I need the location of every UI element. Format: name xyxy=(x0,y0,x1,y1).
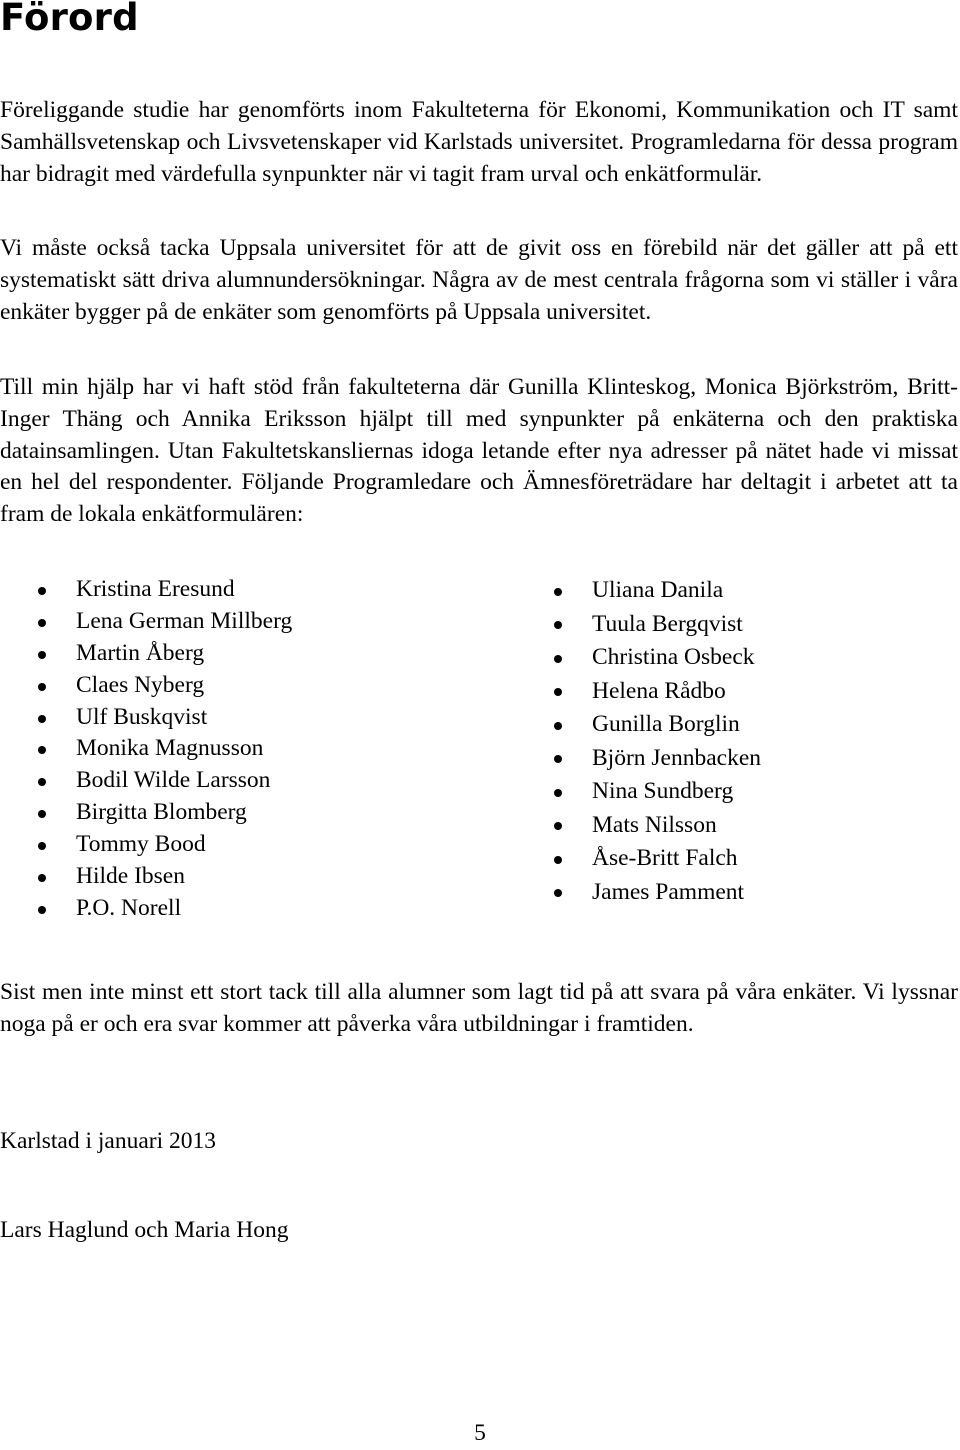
list-item xyxy=(516,809,761,843)
list-item xyxy=(0,893,292,925)
bullet-icon xyxy=(554,822,562,830)
list-item-label: Martin Åberg xyxy=(76,639,205,666)
list-item-label: Helena Rådbo xyxy=(592,677,726,704)
list-item xyxy=(0,606,292,638)
bullet-icon xyxy=(554,856,562,864)
list-item xyxy=(516,742,761,776)
list-item-label: Tuula Bergqvist xyxy=(592,610,743,637)
list-item xyxy=(0,670,292,702)
list-item xyxy=(0,733,292,765)
list-item-label: Lena German Millberg xyxy=(76,607,293,634)
list-item xyxy=(516,641,761,675)
bullet-icon xyxy=(554,889,562,897)
bullet-icon xyxy=(38,746,46,754)
paragraph-intro: Föreliggande studie har genomförts inom Fakulteterna för Ekonomi, Kommunikation och IT samt Samhällsvetenskap och Livsvetenskaper vid Karlstads universitet. Programledarna för dessa program har bidragit med värdefulla synpunkter när vi tagit fram urval och enkätformulär. xyxy=(0,97,958,187)
bullet-icon xyxy=(554,755,562,763)
bullet-icon xyxy=(38,874,46,882)
bullet-icon xyxy=(38,778,46,786)
list-item-label: Ulf Buskqvist xyxy=(76,703,208,730)
list-item xyxy=(516,876,761,910)
list-item xyxy=(516,775,761,809)
names-list-left xyxy=(0,574,292,925)
list-item-label: Claes Nyberg xyxy=(76,671,205,698)
list-item-label: Nina Sundberg xyxy=(592,778,734,804)
bullet-icon xyxy=(38,587,46,595)
list-item xyxy=(0,829,292,861)
list-item-label: P.O. Norell xyxy=(76,894,182,921)
page-title: Förord xyxy=(0,0,139,39)
bullet-icon xyxy=(38,810,46,818)
list-item-label: Tommy Bood xyxy=(76,831,206,858)
list-item-label: Monika Magnusson xyxy=(76,735,264,762)
bullet-icon xyxy=(38,651,46,659)
bullet-icon xyxy=(38,906,46,914)
list-item-label: Björn Jennbacken xyxy=(592,744,762,771)
bullet-icon xyxy=(38,715,46,723)
list-item xyxy=(0,574,292,606)
page-number: 5 xyxy=(474,1420,486,1446)
list-item-label: Christina Osbeck xyxy=(592,644,755,670)
list-item xyxy=(0,638,292,670)
bullet-icon xyxy=(38,619,46,627)
paragraph-faculty-help: Till min hjälp har vi haft stöd från fakulteterna där Gunilla Klinteskog, Monica Björkström, Britt-Inger Thäng och Annika Eriksson hjälpt till med synpunkter på enkäterna och den praktiska datainsamlingen. Utan Fakultetskansliernas idoga letande efter nya adresser på nätet hade vi missat en hel del respondenter. Följande Programledare och Ämnesföreträdare har deltagit i arbetet att ta fram de lokala enkätformulären: xyxy=(0,374,958,528)
bullet-icon xyxy=(554,621,562,629)
list-item xyxy=(516,842,761,876)
bullet-icon xyxy=(38,842,46,850)
list-item xyxy=(0,797,292,829)
list-item-label: James Pamment xyxy=(592,878,745,905)
list-item-label: Kristina Eresund xyxy=(76,576,235,602)
bullet-icon xyxy=(554,688,562,696)
bullet-icon xyxy=(554,789,562,797)
bullet-icon xyxy=(554,588,562,596)
paragraph-uppsala-thanks: Vi måste också tacka Uppsala universitet för att de givit oss en förebild när det gäller att på ett systematiskt sätt driva alumnundersökningar. Några av de mest centrala frågorna som vi ställer i våra enkäter bygger på de enkäter som genomförts på Uppsala universitet. xyxy=(0,235,958,325)
names-list-right xyxy=(516,574,761,909)
place-date: Karlstad i januari 2013 xyxy=(0,1128,217,1154)
bullet-icon xyxy=(554,655,562,663)
list-item xyxy=(516,574,761,608)
bullet-icon xyxy=(38,683,46,691)
list-item-label: Birgitta Blomberg xyxy=(76,799,247,826)
list-item xyxy=(516,608,761,642)
bullet-icon xyxy=(554,722,562,730)
list-item-label: Uliana Danila xyxy=(592,577,724,603)
paragraph-alumni-thanks: Sist men inte minst ett stort tack till alla alumner som lagt tid på att svara på våra enkäter. Vi lyssnar noga på er och era svar kommer att påverka våra utbildningar i framtiden. xyxy=(0,979,958,1037)
list-item-label: Hilde Ibsen xyxy=(76,863,185,890)
authors: Lars Haglund och Maria Hong xyxy=(0,1217,289,1243)
list-item-label: Gunilla Borglin xyxy=(592,711,740,737)
list-item xyxy=(0,765,292,797)
list-item-label: Åse-Britt Falch xyxy=(592,845,738,871)
list-item xyxy=(516,708,761,742)
list-item xyxy=(0,702,292,734)
list-item-label: Mats Nilsson xyxy=(592,811,717,838)
list-item xyxy=(516,675,761,709)
list-item xyxy=(0,861,292,893)
list-item-label: Bodil Wilde Larsson xyxy=(76,767,271,794)
